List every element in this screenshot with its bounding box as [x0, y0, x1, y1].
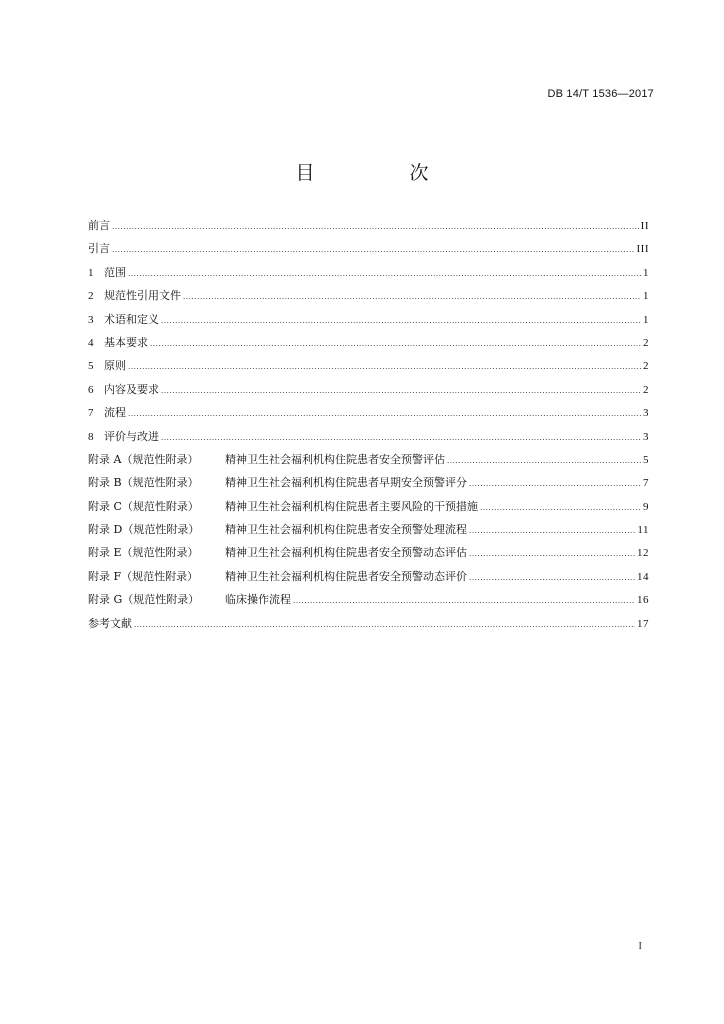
toc-page-number: 2	[643, 360, 649, 373]
toc-entry-label: 流程	[104, 406, 126, 420]
toc-leader-dots	[128, 360, 641, 374]
toc-page-number: 5	[643, 453, 649, 466]
toc-entry[interactable]	[88, 453, 649, 476]
toc-page-number: 1	[643, 266, 649, 279]
toc-page-number: II	[640, 220, 649, 232]
toc-entry[interactable]	[88, 617, 649, 640]
toc-appendix-label: 附录 F（规范性附录）	[88, 569, 199, 583]
toc-entry-label: 引言	[88, 242, 110, 256]
toc-leader-dots	[128, 267, 641, 281]
toc-appendix-label: 附录 D（规范性附录）	[88, 523, 200, 537]
toc-leader-dots	[112, 220, 639, 234]
toc-entry-label: 规范性引用文件	[104, 289, 181, 303]
toc-entry[interactable]	[88, 406, 649, 429]
toc-leader-dots	[469, 477, 641, 491]
toc-entry-label: 前言	[88, 219, 110, 232]
page-title: 目 次	[295, 162, 467, 184]
toc-entry-label: 基本要求	[104, 335, 148, 349]
toc-entry[interactable]	[88, 383, 649, 406]
toc-entry[interactable]	[88, 242, 649, 265]
toc-leader-dots	[161, 314, 641, 328]
toc-leader-dots	[112, 243, 635, 257]
toc-entry-label: 内容及要求	[104, 382, 159, 396]
toc-page-number: 2	[643, 336, 649, 349]
toc-entry-label: 精神卫生社会福利机构住院患者安全预警处理流程	[225, 523, 467, 537]
toc-section-number: 6	[88, 383, 94, 396]
toc-page-number: 12	[637, 547, 649, 560]
toc-page-number: 2	[643, 383, 649, 396]
toc-appendix-label: 附录 A（规范性附录）	[88, 452, 199, 466]
toc-entry[interactable]	[88, 570, 649, 593]
toc-entry-label: 精神卫生社会福利机构住院患者安全预警动态评价	[225, 569, 467, 583]
toc-entry[interactable]	[88, 476, 649, 499]
toc-section-number: 4	[88, 336, 94, 349]
toc-entry-label: 原则	[104, 359, 126, 373]
toc-entry-label: 范围	[104, 265, 126, 279]
toc-page-number: 16	[637, 594, 649, 607]
toc-page-number: 17	[637, 617, 649, 630]
toc-entry[interactable]	[88, 289, 649, 312]
toc-page-number: 11	[637, 524, 649, 537]
toc-section-number: 5	[88, 360, 94, 373]
toc-leader-dots	[161, 431, 641, 445]
toc-page-number: 3	[643, 430, 649, 443]
toc-page-number: 3	[643, 407, 649, 420]
toc-leader-dots	[161, 384, 641, 398]
toc-leader-dots	[128, 407, 641, 421]
toc-page-number: 1	[643, 313, 649, 326]
toc-entry-label: 评价与改进	[104, 429, 159, 443]
toc-entry-label: 参考文献	[88, 616, 132, 630]
toc-entry[interactable]	[88, 430, 649, 453]
toc-section-number: 7	[88, 407, 94, 420]
toc-entry[interactable]	[88, 546, 649, 569]
toc-entry[interactable]	[88, 219, 649, 242]
toc-entry[interactable]	[88, 359, 649, 382]
toc-section-number: 8	[88, 430, 94, 443]
toc-entry-label: 精神卫生社会福利机构住院患者安全预警动态评估	[225, 546, 467, 560]
page-number: I	[638, 940, 642, 952]
toc-page-number: 14	[637, 570, 649, 583]
toc-page-number: 1	[643, 290, 649, 303]
toc-leader-dots	[134, 618, 635, 632]
toc-entry-label: 术语和定义	[104, 312, 159, 326]
toc-leader-dots	[469, 547, 635, 561]
toc-entry[interactable]	[88, 266, 649, 289]
toc-entry[interactable]	[88, 593, 649, 616]
toc-leader-dots	[469, 524, 635, 538]
toc-leader-dots	[150, 337, 641, 351]
toc-section-number: 2	[88, 290, 94, 303]
toc-appendix-label: 附录 G（规范性附录）	[88, 593, 200, 607]
toc-page-number: III	[636, 243, 649, 256]
toc-leader-dots	[447, 454, 641, 468]
toc-entry-label: 临床操作流程	[225, 593, 291, 607]
toc-section-number: 1	[88, 266, 94, 279]
toc-entry-label: 精神卫生社会福利机构住院患者主要风险的干预措施	[225, 499, 478, 513]
toc-leader-dots	[183, 290, 641, 304]
toc-entry-label: 精神卫生社会福利机构住院患者早期安全预警评分	[225, 476, 467, 490]
toc-appendix-label: 附录 E（规范性附录）	[88, 546, 199, 560]
toc-section-number: 3	[88, 313, 94, 326]
table-of-contents	[88, 219, 649, 640]
toc-entry[interactable]	[88, 336, 649, 359]
toc-entry[interactable]	[88, 500, 649, 523]
toc-leader-dots	[293, 594, 635, 608]
standard-code: DB 14/T 1536—2017	[547, 88, 654, 100]
toc-appendix-label: 附录 C（规范性附录）	[88, 499, 199, 513]
toc-entry[interactable]	[88, 313, 649, 336]
toc-page-number: 7	[643, 477, 649, 490]
toc-entry[interactable]	[88, 523, 649, 546]
toc-leader-dots	[469, 571, 635, 585]
toc-entry-label: 精神卫生社会福利机构住院患者安全预警评估	[225, 452, 445, 466]
toc-appendix-label: 附录 B（规范性附录）	[88, 476, 199, 490]
toc-page-number: 9	[643, 500, 649, 513]
toc-leader-dots	[480, 501, 641, 515]
